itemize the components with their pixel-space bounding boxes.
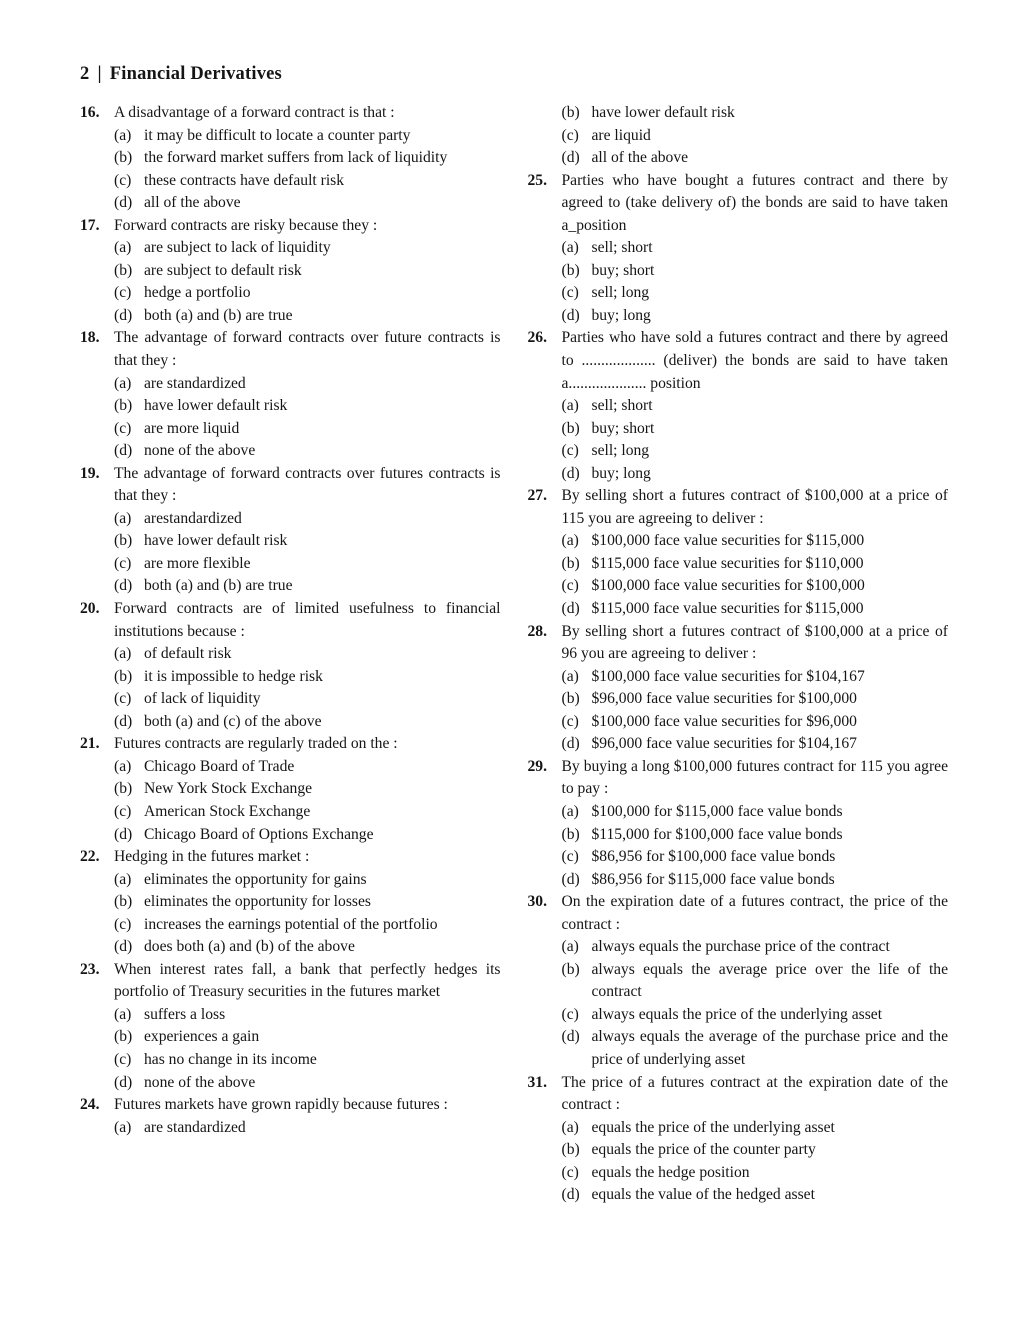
option-a: (a) always equals the purchase price of the contract bbox=[528, 936, 949, 959]
option-label: (c) bbox=[114, 171, 132, 189]
option-label: (b) bbox=[561, 554, 580, 572]
option-a: (a) Chicago Board of Trade bbox=[80, 756, 501, 779]
option-label: (d) bbox=[561, 1186, 580, 1204]
page-number: 2 bbox=[80, 64, 90, 84]
option-label: (b) bbox=[114, 780, 133, 798]
left-column bbox=[80, 102, 501, 1139]
question-text: 17. Forward contracts are risky because they : bbox=[80, 215, 501, 238]
question-text: 18. The advantage of forward contracts over future contracts is that they : bbox=[80, 329, 501, 370]
option-label: (b) bbox=[561, 690, 580, 708]
option-d: (d) always equals the average of the purchase price and the price of underlying asset bbox=[561, 1028, 948, 1068]
option-label: (d) bbox=[114, 1073, 133, 1091]
question-text: 28. By selling short a futures contract of $100,000 at a price of 96 you are agreeing to deliver : bbox=[527, 622, 948, 663]
option-d: (d) $115,000 face value securities for $115,000 bbox=[528, 598, 949, 621]
option-a: (a) of default risk bbox=[80, 643, 501, 666]
question-26 bbox=[528, 327, 949, 485]
option-label: (d) bbox=[561, 870, 580, 888]
option-label: (a) bbox=[114, 1005, 132, 1023]
option-label: (d) bbox=[114, 194, 133, 212]
option-label: (d) bbox=[114, 712, 133, 730]
option-b: (b) the forward market suffers from lack of liquidity bbox=[80, 147, 501, 170]
option-label: (a) bbox=[114, 870, 132, 888]
option-a: (a) $100,000 for $115,000 face value bonds bbox=[528, 801, 949, 824]
option-label: (d) bbox=[561, 464, 580, 482]
question-17 bbox=[80, 215, 501, 328]
option-label: (a) bbox=[114, 126, 132, 144]
option-a: (a) equals the price of the underlying asset bbox=[528, 1117, 949, 1140]
option-label: (a) bbox=[561, 802, 579, 820]
option-label: (c) bbox=[561, 712, 579, 730]
option-a: (a) $100,000 face value securities for $104,167 bbox=[528, 666, 949, 689]
question-27 bbox=[528, 485, 949, 620]
right-column bbox=[528, 102, 949, 1207]
option-label: (a) bbox=[114, 374, 132, 392]
option-label: (a) bbox=[561, 1118, 579, 1136]
option-b: (b) New York Stock Exchange bbox=[80, 778, 501, 801]
option-label: (b) bbox=[114, 397, 133, 415]
question-number: 30. bbox=[527, 893, 547, 911]
question-31 bbox=[528, 1072, 949, 1207]
option-label: (a) bbox=[114, 757, 132, 775]
question-text: 16. A disadvantage of a forward contract is that : bbox=[80, 102, 501, 125]
option-d: (d) all of the above bbox=[80, 192, 501, 215]
option-d: (d) both (a) and (c) of the above bbox=[80, 711, 501, 734]
option-label: (c) bbox=[114, 915, 132, 933]
question-number: 28. bbox=[527, 622, 547, 640]
option-b: (b) $115,000 for $100,000 face value bonds bbox=[528, 824, 949, 847]
question-text: 27. By selling short a futures contract of $100,000 at a price of 115 you are agreeing to deliver : bbox=[527, 487, 948, 527]
two-column-layout bbox=[80, 102, 948, 1207]
option-a: (a) are standardized bbox=[80, 373, 501, 396]
option-label: (b) bbox=[561, 825, 580, 843]
question-text: 21. Futures contracts are regularly traded on the : bbox=[80, 733, 501, 756]
option-d: (d) both (a) and (b) are true bbox=[80, 305, 501, 328]
option-d: (d) $86,956 for $115,000 face value bonds bbox=[528, 869, 949, 892]
option-label: (d) bbox=[114, 825, 133, 843]
question-number: 24. bbox=[80, 1096, 100, 1114]
option-label: (d) bbox=[114, 306, 133, 324]
option-label: (a) bbox=[561, 667, 579, 685]
option-label: (a) bbox=[561, 239, 579, 257]
option-a: (a) are subject to lack of liquidity bbox=[80, 237, 501, 260]
option-c: (c) $86,956 for $100,000 face value bonds bbox=[528, 846, 949, 869]
option-label: (d) bbox=[561, 735, 580, 753]
option-c: (c) sell; long bbox=[528, 282, 949, 305]
question-number: 25. bbox=[527, 171, 547, 189]
option-b: (b) buy; short bbox=[528, 260, 949, 283]
question-16 bbox=[80, 102, 501, 215]
option-label: (b) bbox=[114, 667, 133, 685]
question-text: 22. Hedging in the futures market : bbox=[80, 846, 501, 869]
question-number: 19. bbox=[80, 464, 100, 482]
option-label: (d) bbox=[561, 149, 580, 167]
option-label: (d) bbox=[561, 600, 580, 618]
question-30 bbox=[528, 891, 949, 1071]
question-19 bbox=[80, 463, 501, 598]
page-title: Financial Derivatives bbox=[109, 64, 282, 84]
option-c: (c) these contracts have default risk bbox=[80, 170, 501, 193]
header-separator: | bbox=[97, 64, 102, 84]
option-c: (c) American Stock Exchange bbox=[80, 801, 501, 824]
question-25 bbox=[528, 170, 949, 328]
option-label: (d) bbox=[114, 938, 133, 956]
option-b: (b) $115,000 face value securities for $110,000 bbox=[528, 553, 949, 576]
option-label: (d) bbox=[561, 1028, 580, 1046]
option-label: (b) bbox=[114, 893, 133, 911]
option-d: (d) Chicago Board of Options Exchange bbox=[80, 824, 501, 847]
option-label: (a) bbox=[114, 509, 132, 527]
option-a: (a) are standardized bbox=[80, 1117, 501, 1140]
option-a: (a) arestandardized bbox=[80, 508, 501, 531]
question-text: 20. Forward contracts are of limited usefulness to financial institutions because : bbox=[80, 600, 501, 640]
question-22 bbox=[80, 846, 501, 959]
question-text: 23. When interest rates fall, a bank that perfectly hedges its portfolio of Treasury securities in the futures market bbox=[80, 960, 501, 1001]
option-label: (c) bbox=[561, 848, 579, 866]
option-label: (b) bbox=[561, 419, 580, 437]
option-b: (b) always equals the average price over the life of the contract bbox=[561, 960, 948, 1001]
option-label: (a) bbox=[114, 1118, 132, 1136]
option-label: (c) bbox=[561, 1163, 579, 1181]
question-text: 24. Futures markets have grown rapidly because futures : bbox=[80, 1094, 501, 1117]
option-label: (a) bbox=[561, 397, 579, 415]
option-label: (c) bbox=[561, 577, 579, 595]
option-a: (a) sell; short bbox=[528, 395, 949, 418]
option-label: (d) bbox=[114, 577, 133, 595]
question-number: 16. bbox=[80, 104, 100, 121]
option-b: (b) buy; short bbox=[528, 418, 949, 441]
question-number: 17. bbox=[80, 216, 100, 234]
option-label: (b) bbox=[114, 1028, 133, 1046]
question-text: 31. The price of a futures contract at the expiration date of the contract : bbox=[527, 1073, 948, 1114]
option-c: (c) hedge a portfolio bbox=[80, 282, 501, 305]
option-c: (c) are more liquid bbox=[80, 418, 501, 441]
option-a: (a) sell; short bbox=[528, 237, 949, 260]
question-number: 23. bbox=[80, 960, 100, 978]
question-text: 25. Parties who have bought a futures contract and there by agreed to (take delivery of) the bonds are said to have taken a_position bbox=[527, 171, 948, 234]
question-28 bbox=[528, 621, 949, 756]
option-label: (b) bbox=[561, 1141, 580, 1159]
option-label: (c) bbox=[114, 284, 132, 302]
question-18 bbox=[80, 327, 501, 462]
option-d: (d) does both (a) and (b) of the above bbox=[80, 936, 501, 959]
option-d: (d) none of the above bbox=[80, 1072, 501, 1095]
option-c: (c) $100,000 face value securities for $100,000 bbox=[528, 575, 949, 598]
option-c: (c) has no change in its income bbox=[80, 1049, 501, 1072]
option-label: (c) bbox=[114, 1050, 132, 1068]
option-a: (a) $100,000 face value securities for $115,000 bbox=[528, 530, 949, 553]
option-b: (b) eliminates the opportunity for losses bbox=[80, 891, 501, 914]
page-header bbox=[80, 64, 948, 85]
option-label: (c) bbox=[561, 284, 579, 302]
option-label: (c) bbox=[114, 802, 132, 820]
question-29 bbox=[528, 756, 949, 891]
option-b: (b) equals the price of the counter party bbox=[528, 1139, 949, 1162]
option-label: (a) bbox=[114, 645, 132, 663]
question-number: 20. bbox=[80, 600, 100, 618]
question-number: 31. bbox=[527, 1073, 547, 1091]
option-label: (c) bbox=[114, 690, 132, 708]
option-d: (d) all of the above bbox=[528, 147, 949, 170]
option-d: (d) buy; long bbox=[528, 463, 949, 486]
option-label: (c) bbox=[561, 442, 579, 460]
option-label: (b) bbox=[561, 261, 580, 279]
option-b: (b) $96,000 face value securities for $100,000 bbox=[528, 688, 949, 711]
option-c: (c) $100,000 face value securities for $96,000 bbox=[528, 711, 949, 734]
option-label: (c) bbox=[114, 554, 132, 572]
option-d: (d) buy; long bbox=[528, 305, 949, 328]
question-number: 22. bbox=[80, 848, 100, 866]
option-b: (b) have lower default risk bbox=[80, 530, 501, 553]
option-label: (d) bbox=[114, 442, 133, 460]
option-d: (d) equals the value of the hedged asset bbox=[528, 1184, 949, 1207]
question-number: 27. bbox=[527, 487, 547, 505]
option-b: (b) have lower default risk bbox=[80, 395, 501, 418]
option-c: (c) of lack of liquidity bbox=[80, 688, 501, 711]
question-continuation bbox=[528, 102, 949, 170]
option-c: (c) are liquid bbox=[528, 125, 949, 148]
option-label: (c) bbox=[114, 419, 132, 437]
question-text: 30. On the expiration date of a futures contract, the price of the contract : bbox=[527, 893, 948, 933]
option-c: (c) always equals the price of the underlying asset bbox=[528, 1004, 949, 1027]
option-label: (b) bbox=[114, 149, 133, 167]
option-a: (a) suffers a loss bbox=[80, 1004, 501, 1027]
option-label: (b) bbox=[561, 960, 580, 978]
option-d: (d) $96,000 face value securities for $104,167 bbox=[528, 733, 949, 756]
question-number: 26. bbox=[527, 329, 547, 347]
question-20 bbox=[80, 598, 501, 733]
option-b: (b) it is impossible to hedge risk bbox=[80, 666, 501, 689]
question-text: 29. By buying a long $100,000 futures contract for 115 you agree to pay : bbox=[527, 757, 948, 798]
option-label: (b) bbox=[561, 104, 580, 121]
option-label: (c) bbox=[561, 1005, 579, 1023]
question-text: 26. Parties who have sold a futures contract and there by agreed to ................... (deliver) the bonds are said to have taken a.................... position bbox=[527, 329, 948, 392]
option-c: (c) sell; long bbox=[528, 440, 949, 463]
option-d: (d) none of the above bbox=[80, 440, 501, 463]
option-c: (c) are more flexible bbox=[80, 553, 501, 576]
question-23 bbox=[80, 959, 501, 1094]
option-b: (b) are subject to default risk bbox=[80, 260, 501, 283]
question-number: 29. bbox=[527, 757, 547, 775]
option-c: (c) increases the earnings potential of the portfolio bbox=[80, 914, 501, 937]
option-b: (b) experiences a gain bbox=[80, 1026, 501, 1049]
question-number: 18. bbox=[80, 329, 100, 347]
option-label: (a) bbox=[561, 532, 579, 550]
option-label: (b) bbox=[114, 532, 133, 550]
option-c: (c) equals the hedge position bbox=[528, 1162, 949, 1185]
question-24 bbox=[80, 1094, 501, 1139]
option-label: (c) bbox=[561, 126, 579, 144]
option-label: (a) bbox=[114, 239, 132, 257]
option-a: (a) eliminates the opportunity for gains bbox=[80, 869, 501, 892]
question-text: 19. The advantage of forward contracts over futures contracts is that they : bbox=[80, 464, 501, 505]
question-21 bbox=[80, 733, 501, 846]
option-d: (d) both (a) and (b) are true bbox=[80, 575, 501, 598]
option-label: (d) bbox=[561, 306, 580, 324]
question-number: 21. bbox=[80, 735, 100, 753]
option-b: (b) have lower default risk bbox=[528, 102, 949, 125]
option-label: (b) bbox=[114, 261, 133, 279]
option-label: (a) bbox=[561, 938, 579, 956]
option-a: (a) it may be difficult to locate a counter party bbox=[80, 125, 501, 148]
